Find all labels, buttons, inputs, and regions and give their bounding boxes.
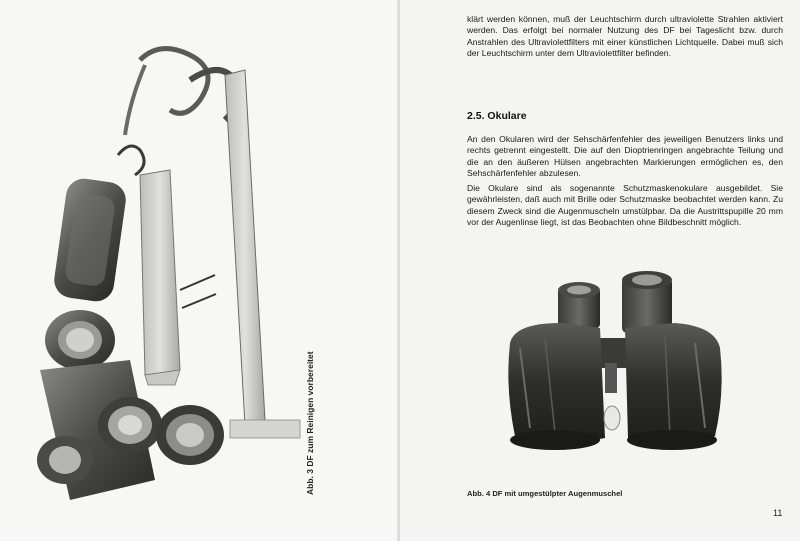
figure-3-caption: Abb. 3 DF zum Reinigen vorbereitet xyxy=(305,351,315,495)
binoculars-illustration xyxy=(500,268,730,468)
figure-4-caption: Abb. 4 DF mit umgestülpter Augenmuschel xyxy=(467,489,623,498)
paragraph-continued: klärt werden können, muß der Leuchtschirm durch ultraviolette Strahlen aktiviert werden. Das erfolgt bei normaler Nutzung des DF bei Tageslicht bzw. durch Anstrahlen des Ultraviolettfilters mit einer künstlichen Lichtquelle. Dabei muß sich der Leuchtschirm unter dem Ultraviolettfilter befinden. xyxy=(467,14,783,59)
section-heading: 2.5. Okulare xyxy=(467,110,527,122)
page-number: 11 xyxy=(773,508,783,518)
paragraph-okulare-2: Die Okulare sind als sogenannte Schutzmaskenokulare ausgebildet. Sie gewährleisten, daß auch mit Brille oder Schutzmaske beobachtet werden kann. Zu diesem Zweck sind die Augenmuscheln umstülpbar. Da die Austrittspupille 20 mm vor der Augenlinse liegt, ist das Beobachten ohne Bildbeschnitt möglich. xyxy=(467,183,783,228)
paragraph-okulare-1: An den Okularen wird der Sehschärfenfehler des jeweiligen Benutzers links und rechts getrennt eingestellt. Die auf den Dioptrienringen angebrachte Teilung und die an den äußeren Hülsen angebrachten Markierungen ermöglichen es, den Sehschärfenfehler abzulesen. xyxy=(467,134,783,179)
binoculars-disassembled-illustration xyxy=(20,40,320,510)
binoculars-parts-drawing xyxy=(20,40,320,510)
binoculars-drawing xyxy=(500,268,730,468)
left-page xyxy=(0,0,398,541)
